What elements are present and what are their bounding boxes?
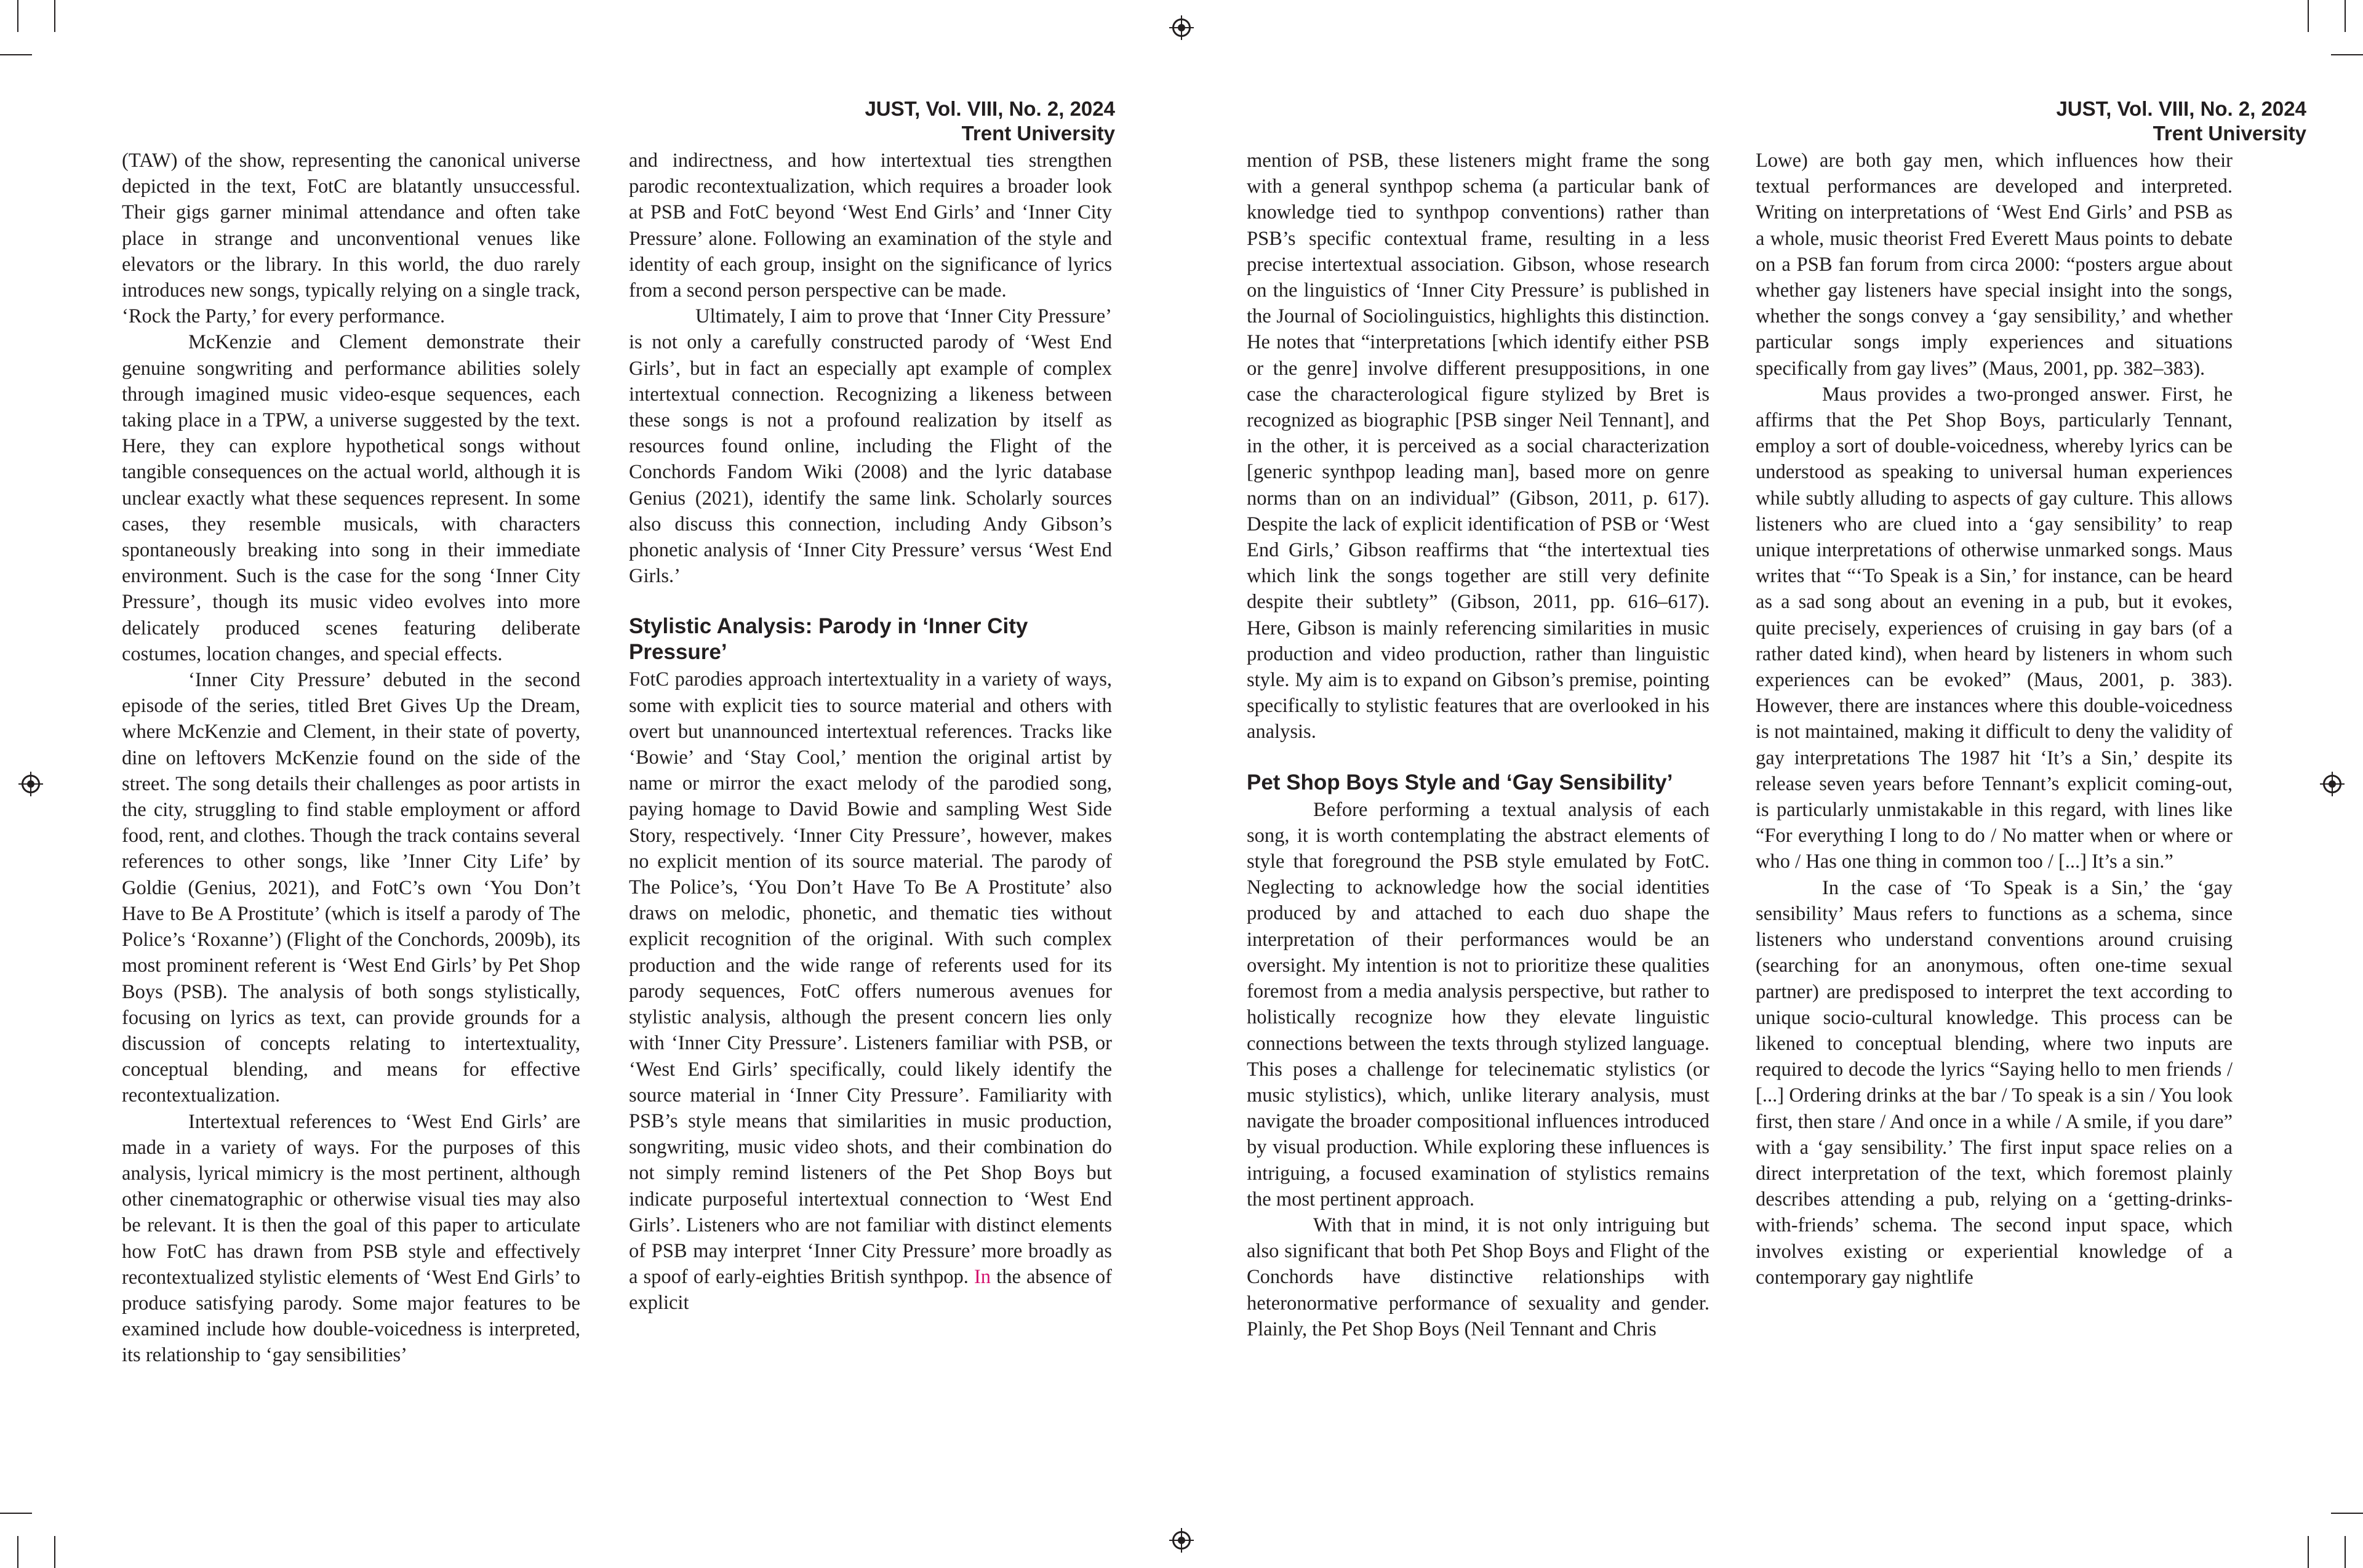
registration-mark-icon — [2323, 775, 2341, 793]
paragraph — [629, 666, 1112, 1316]
text-column-1 — [1247, 148, 1709, 1440]
running-header — [2056, 97, 2306, 146]
text-column-2 — [629, 148, 1112, 1440]
section-heading: Pet Shop Boys Style and ‘Gay Sensibility’ — [1247, 770, 1673, 794]
paragraph: Before performing a textual analysis of each song, it is worth contemplating the abstract elements of style that foreground the PSB style emulated by FotC. Neglecting to acknowledge how the social identities produced by and attached to each duo shape the interpretation of their performances would be an oversight. My intention is not to prioritize these qualities foremost from a media analysis perspective, but rather to holistically recognize how they elevate linguistic connections between the texts through stylized language. This poses a challenge for telecinematic stylistics (or music stylistics), which, unlike literary analysis, must navigate the broader compositional influences introduced by visual production. While exploring these influences is intriguing, a focused examination of stylistics remains the most pertinent approach. — [1247, 798, 1709, 1210]
paragraph: Lowe) are both gay men, which influences how their textual performances are developed and interpreted. Writing on interpretations of ‘West End Girls’ and PSB as a whole, music theorist Fred Everett Maus points to debate on a PSB fan forum from circa 2000: “posters argue about whether gay listeners have special insight into the songs, whether the songs convey a ‘gay sensibility,’ and whether particular songs imply experiences and situations specifically from gay lives” (Maus, 2001, pp. 382–383). — [1756, 150, 2233, 380]
text-column-1 — [122, 148, 580, 1440]
university-name: Trent University — [961, 122, 1115, 145]
crop-mark — [0, 54, 32, 55]
crop-mark — [2331, 54, 2363, 55]
journal-title: JUST, Vol. VIII, No. 2, 2024 — [865, 97, 1115, 120]
paragraph: and indirectness, and how intertextual ties strengthen parodic recontextualization, which requires a broader look at PSB and FotC beyond ‘West End Girls’ and ‘Inner City Pressure’ alone. Following an examination of the style and identity of each group, insight on the significance of lyrics from a second person perspective can be made. — [629, 150, 1112, 302]
paragraph: Maus provides a two-pronged answer. First, he affirms that the Pet Shop Boys, particularly Tennant, employ a sort of double-voicedness, whereby lyrics can be understood as speaking to universal human experiences while subtly alluding to aspects of gay culture. This allows listeners who are clued into a ‘gay sensibility’ to reap unique interpretations of otherwise unmarked songs. Maus writes that “‘To Speak is a Sin,’ for instance, can be heard as a sad song about an evening in a pub, but it evokes, quite precisely, experiences of cruising in gay bars (of a rather dated kind), when heard by listeners in whom such experiences can be evoked” (Maus, 2001, p. 383). However, there are instances where this double-voicedness is not maintained, making it difficult to deny the validity of gay interpretations The 1987 hit ‘It’s a Sin,’ despite its release seven years before Tennant’s explicit coming-out, is particularly unmistakable in this regard, with lines like “For everything I long to do / No matter when or where or who / Has one thing in common too / [...] It’s a sin.” — [1756, 383, 2233, 873]
paragraph: mention of PSB, these listeners might frame the song with a general synthpop schema (a particular bank of knowledge tied to synthpop conventions) rather than PSB’s specific contextual frame, resulting in a less precise intertextual association. Gibson, whose research on the linguistics of ‘Inner City Pressure’ is published in the Journal of Sociolinguistics, highlights this distinction. He notes that “interpretations [which identify either PSB or the genre] involve different presuppositions, in one case the characterological figure stylized by Bret is recognized as biographic [PSB singer Neil Tennant], and in the other, it is perceived as a social characterization [generic synthpop leading man], based more on genre norms than on an individual” (Gibson, 2011, p. 617). Despite the lack of explicit identification of PSB or ‘West End Girls,’ Gibson reaffirms that “the intertextual ties which link the songs together are still very definite despite their subtlety” (Gibson, 2011, pp. 616–617). Here, Gibson is mainly referencing similarities in music production and video production, rather than linguistic style. My aim is to expand on Gibson’s premise, pointing specifically to stylistic features that are overlooked in his analysis. — [1247, 150, 1709, 743]
crop-mark — [2308, 0, 2309, 32]
crop-mark — [17, 1536, 18, 1568]
paragraph: Intertextual references to ‘West End Girls’ are made in a variety of ways. For the purposes of this analysis, lyrical mimicry is the most pertinent, although other cinematographic or otherwise visual ties may also be relevant. It is then the goal of this paper to articulate how FotC has drawn from PSB style and effectively recontextualized stylistic elements of ‘West End Girls’ to produce satisfying parody. Some major features to be examined include how double-voicedness is interpreted, its relationship to ‘gay sensibilities’ — [122, 1110, 580, 1367]
journal-title: JUST, Vol. VIII, No. 2, 2024 — [2056, 97, 2306, 120]
paragraph: In the case of ‘To Speak is a Sin,’ the ‘gay sensibility’ Maus refers to functions as a schema, since listeners who understand conventions around cruising (searching for an anonymous, often one-time sexual partner) are predisposed to interpret the text according to unique socio-cultural knowledge. This process can be likened to conceptual blending, where two inputs are required to decode the lyrics “Saying hello to men friends / [...] Ordering drinks at the bar / To speak is a sin / You look first, then stare / And once in a while / A smile, if you dare” with a ‘gay sensibility.’ The first input space relies on a direct interpretation of the text, which foremost plainly describes attending a pub, relying on a ‘getting-drinks-with-friends’ schema. The second input space, which involves existing or experiential knowledge of a contemporary gay nightlife — [1756, 876, 2233, 1289]
registration-mark-icon — [1172, 18, 1191, 37]
crop-mark — [54, 1536, 55, 1568]
crop-mark — [17, 0, 18, 32]
crop-mark — [2331, 1513, 2363, 1514]
highlighted-word: In — [974, 1266, 991, 1289]
registration-mark-icon — [1172, 1531, 1191, 1550]
paragraph-text-tail: the absence of explicit — [629, 1266, 1112, 1314]
paragraph: Ultimately, I aim to prove that ‘Inner City Pressure’ is not only a carefully constructed parody of ‘West End Girls’, but in fact an especially apt example of complex intertextual connection. Recognizing a likeness between these songs is not a profound realization by itself as resources found online, including the Flight of the Conchords Fandom Wiki (2008) and the lyric database Genius (2021), identify the same link. Scholarly sources also discuss this connection, including Andy Gibson’s phonetic analysis of ‘Inner City Pressure’ versus ‘West End Girls.’ — [629, 305, 1112, 588]
running-header — [865, 97, 1115, 146]
paragraph: With that in mind, it is not only intriguing but also significant that both Pet Shop Boys and Flight of the Conchords have distinctive relationships with heteronormative performance of sexuality and gender. Plainly, the Pet Shop Boys (Neil Tennant and Chris — [1247, 1214, 1709, 1340]
paragraph-text: FotC parodies approach intertextuality in a variety of ways, some with explicit ties to source material and others with overt but unannounced intertextual references. Tracks like ‘Bowie’ and ‘Stay Cool,’ mention the original artist by name or mirror the exact melody of the parodied song, paying homage to David Bowie and sampling West Side Story, respectively. ‘Inner City Pressure’, however, makes no explicit mention of its source material. The parody of The Police’s, ‘You Don’t Have To Be A Prostitute’ also draws on melodic, phonetic, and thematic ties without explicit recognition of the original. With such complex production and the wide range of referents used for its parody sequences, FotC offers numerous avenues for stylistic analysis, although the present concern lies only with ‘Inner City Pressure’. Listeners familiar with PSB, or ‘West End Girls’ specifically, could likely identify the source material in ‘Inner City Pressure’. Familiarity with PSB’s style means that similarities in music production, songwriting, music video shots, and their combination do not simply remind listeners of the Pet Shop Boys but indicate purposeful intertextual connection to ‘West End Girls’. Listeners who are not familiar with distinct elements of PSB may interpret ‘Inner City Pressure’ more broadly as a spoof of early-eighties British synthpop. — [629, 668, 1112, 1289]
paragraph: ‘Inner City Pressure’ debuted in the second episode of the series, titled Bret Gives Up the Dream, where McKenzie and Clement, in their state of poverty, dine on leftovers McKenzie found on the side of the street. The song details their challenges as poor artists in the city, struggling to find stable employment or afford food, rent, and clothes. Though the track contains several references to other songs, like ’Inner City Life’ by Goldie (Genius, 2021), and FotC’s own ‘You Don’t Have to Be A Prostitute’ (which is itself a parody of The Police’s ‘Roxanne’) (Flight of the Conchords, 2009b), its most prominent referent is ‘West End Girls’ by Pet Shop Boys (PSB). The analysis of both songs stylistically, focusing on lyrics as text, can provide grounds for a discussion of concepts relating to intertextuality, conceptual blending, and means for effective recontextualization. — [122, 669, 580, 1107]
crop-mark — [2345, 0, 2346, 32]
registration-mark-icon — [22, 775, 40, 793]
text-column-2 — [1756, 148, 2233, 1440]
paragraph: (TAW) of the show, representing the canonical universe depicted in the text, FotC are blatantly unsuccessful. Their gigs garner minimal attendance and often take place in strange and unconventional venues like elevators or the library. In this world, the duo rarely introduces new songs, typically relying on a single track, ‘Rock the Party,’ for every performance. — [122, 150, 580, 328]
crop-mark — [54, 0, 55, 32]
crop-mark — [2345, 1536, 2346, 1568]
crop-mark — [0, 1513, 32, 1514]
paragraph: McKenzie and Clement demonstrate their genuine songwriting and performance abilities solely through imagined music video-esque sequences, each taking place in a TPW, a universe suggested by the text. Here, they can explore hypothetical songs without tangible consequences on the actual world, although it is unclear exactly what these sequences represent. In some cases, they resemble musicals, with characters spontaneously breaking into song in their immediate environment. Such is the case for the song ‘Inner City Pressure’, though its music video evolves into more delicately produced scenes featuring deliberate costumes, location changes, and special effects. — [122, 331, 580, 665]
right-page — [1182, 0, 2363, 1568]
section-heading: Stylistic Analysis: Parody in ‘Inner City Pressure’ — [629, 614, 1028, 665]
crop-mark — [2308, 1536, 2309, 1568]
university-name: Trent University — [2153, 122, 2306, 145]
